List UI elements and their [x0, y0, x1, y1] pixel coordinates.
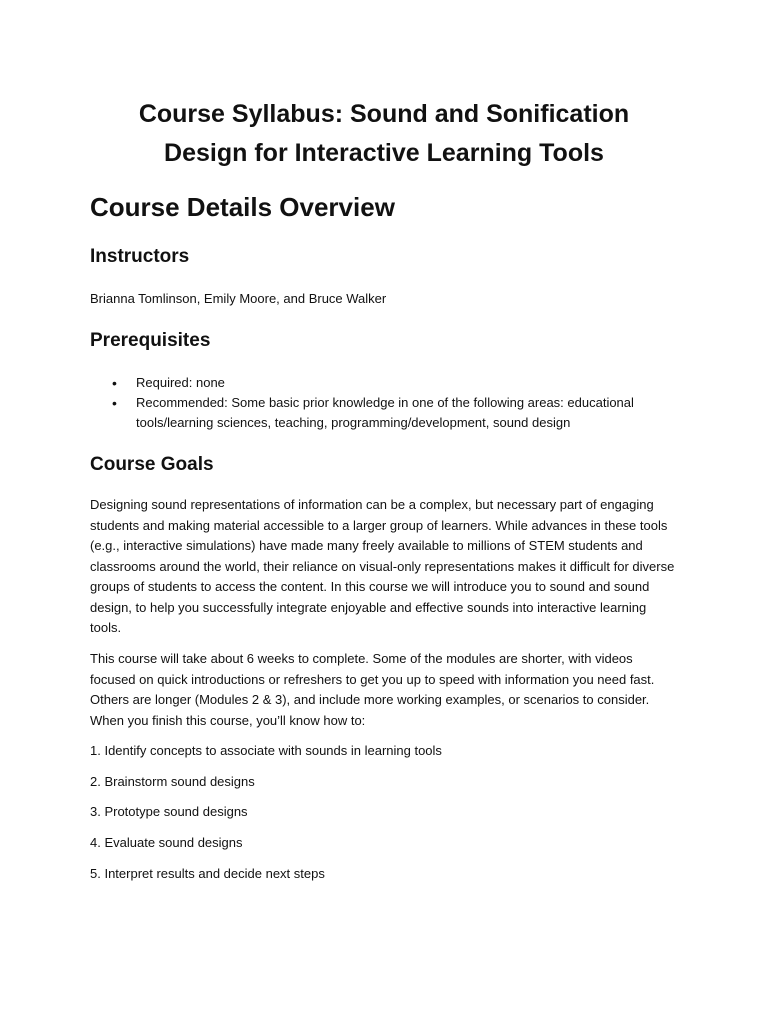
title-line-1: Course Syllabus: Sound and Sonification: [138, 100, 630, 128]
title-line-2: Design for Interactive Learning Tools: [164, 139, 604, 167]
course-goals-heading: Course Goals: [90, 454, 214, 475]
prerequisites-list: [90, 373, 680, 433]
instructors-text: Brianna Tomlinson, Emily Moore, and Bruce Walker: [90, 291, 387, 306]
course-goals-paragraph-1: Designing sound representations of information can be a complex, but necessary part of engaging students and making material accessible to a larger group of learners. While advances in these tools (e.g., interactive simulations) have made many freely available to millions of STEM students and classrooms around the world, their reliance on visual-only representations makes it difficult for diverse groups of students to access the content. In this course we will introduce you to sound and sound design, to help you successfully integrate enjoyable and effective sounds into interactive learning tools.: [90, 497, 675, 635]
objective-item-2: 2. Brainstorm sound designs: [90, 774, 255, 789]
objective-item-3: 3. Prototype sound designs: [90, 804, 248, 819]
instructors-heading: Instructors: [90, 246, 190, 267]
prerequisite-item-recommended: • Recommended: Some basic prior knowledge in one of the following areas: educational tools/learning sciences, teaching, programming/development, sound design: [90, 393, 680, 433]
page-title: [90, 95, 678, 173]
overview-heading: Course Details Overview: [90, 192, 395, 222]
objective-item-1: 1. Identify concepts to associate with sounds in learning tools: [90, 743, 442, 758]
prerequisites-heading: Prerequisites: [90, 330, 211, 351]
prerequisite-item-required: • Required: none: [90, 373, 680, 393]
objective-item-5: 5. Interpret results and decide next steps: [90, 866, 325, 881]
objective-item-4: 4. Evaluate sound designs: [90, 835, 243, 850]
course-goals-paragraph-2: This course will take about 6 weeks to complete. Some of the modules are shorter, with videos focused on quick introductions or refreshers to get you up to speed with information you need fast. Others are longer (Modules 2 & 3), and include more working examples, or scenarios to consider. When you finish this course, you’ll know how to:: [90, 651, 655, 728]
